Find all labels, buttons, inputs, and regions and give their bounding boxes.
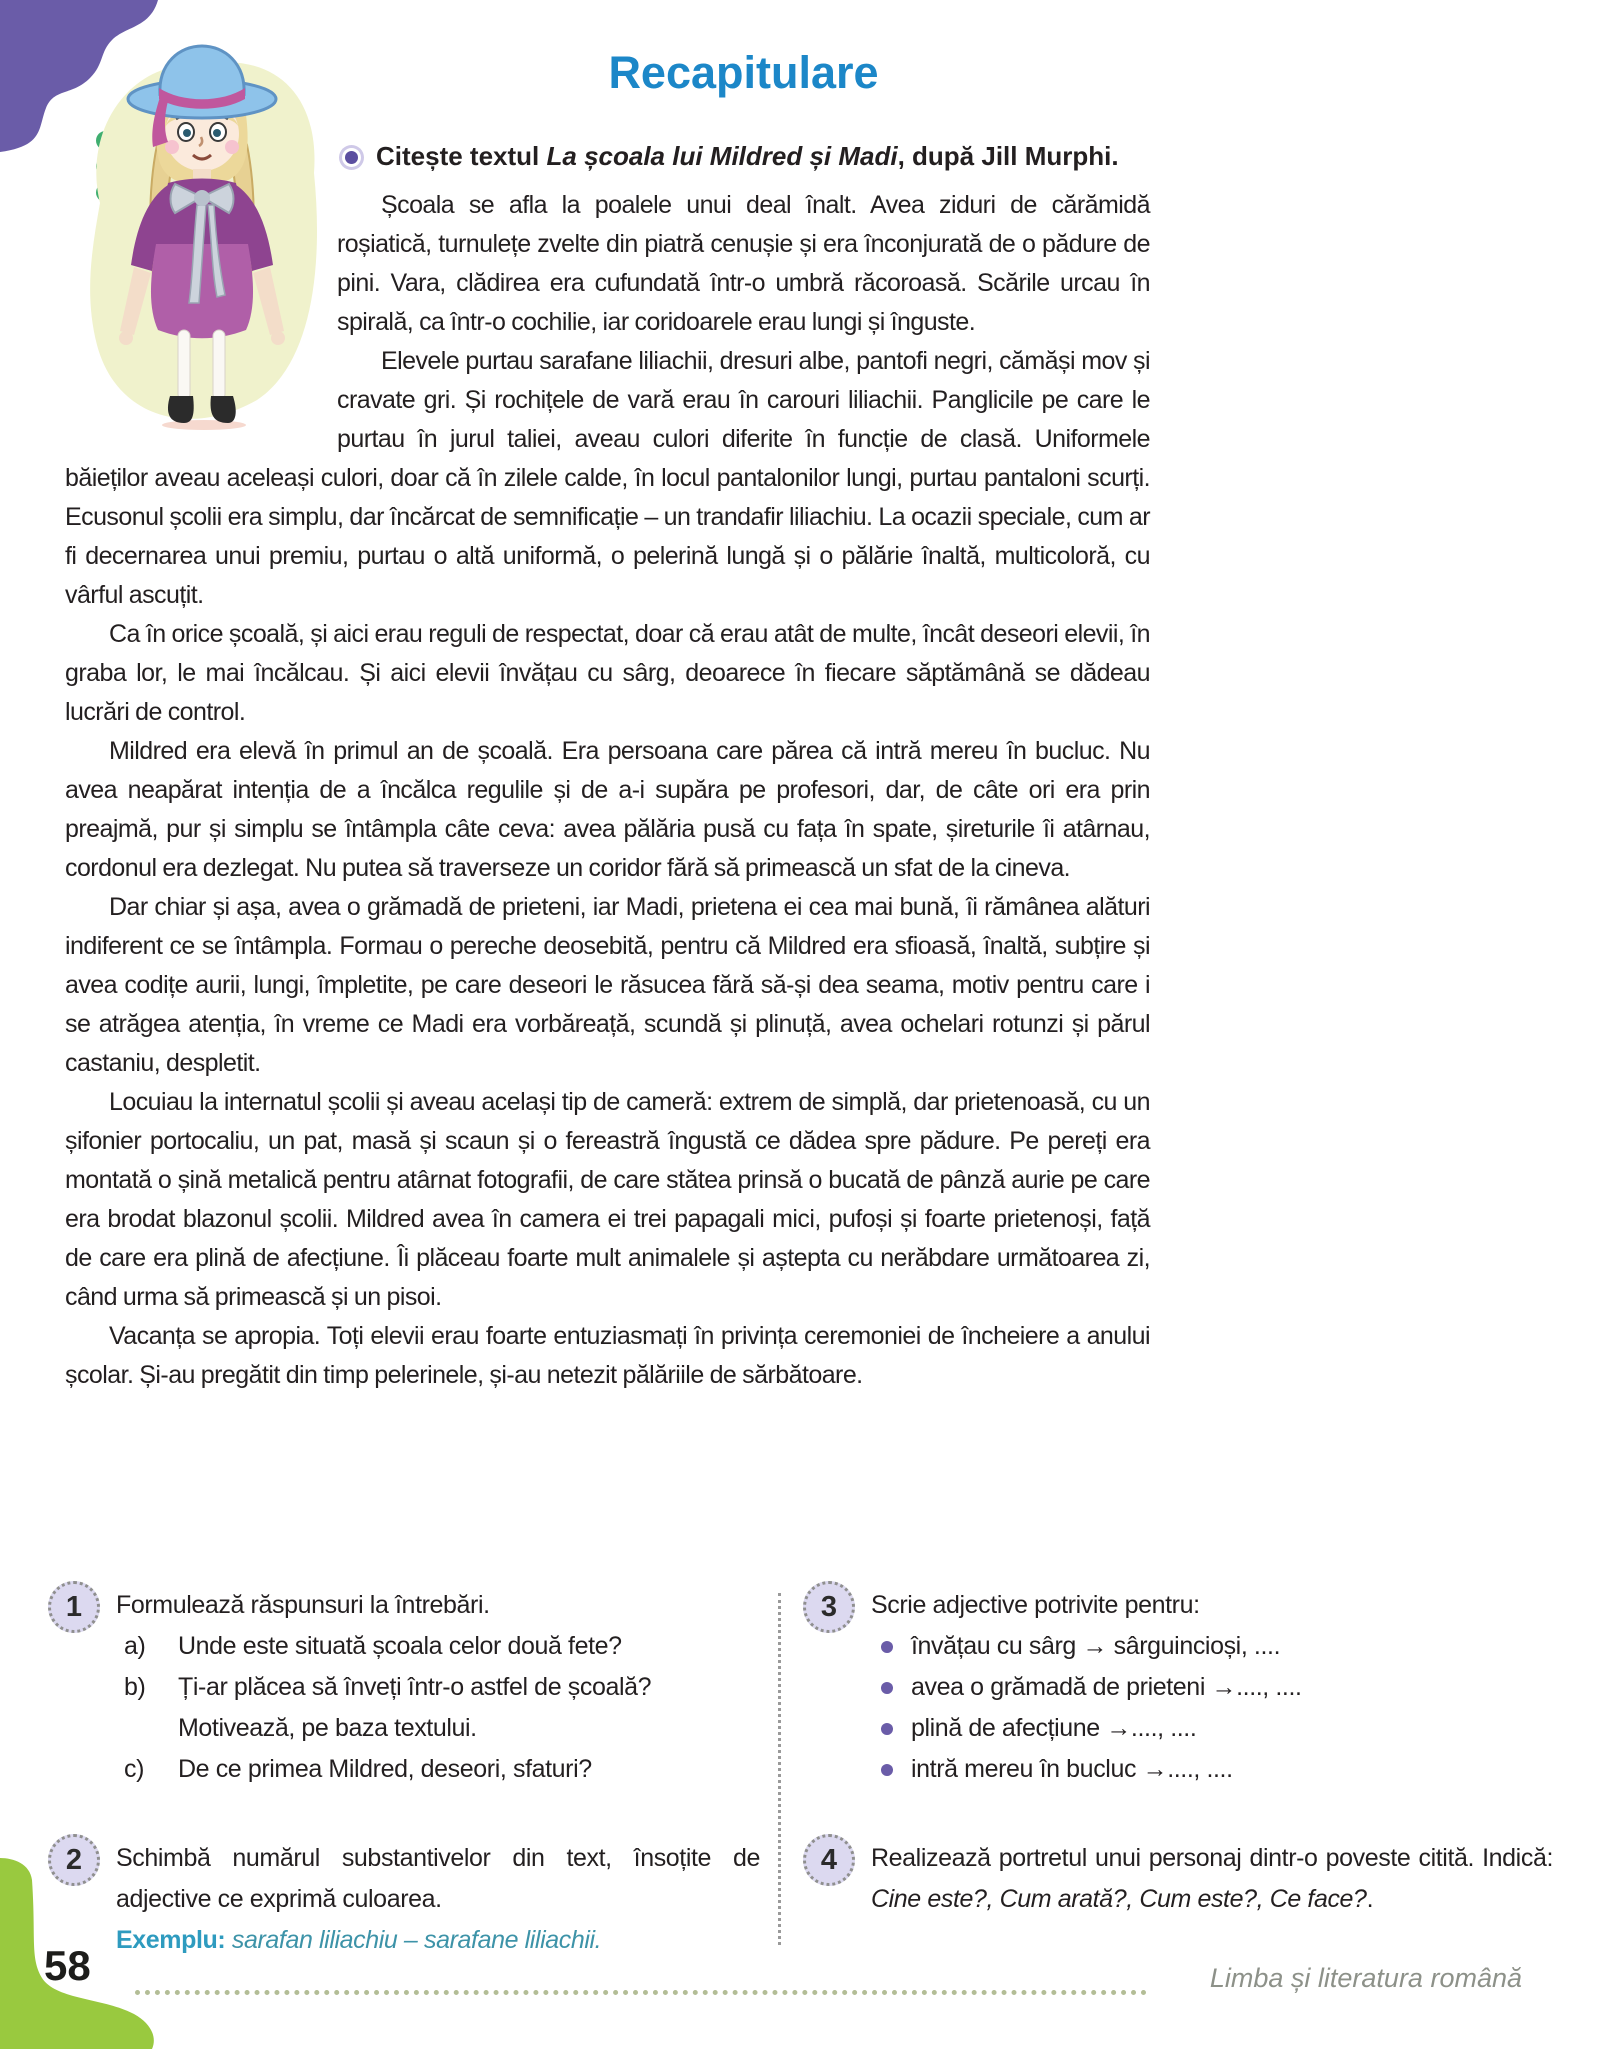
item-text: Ți-ar plăcea să înveți într-o astfel de școală? Motivează, pe baza textului. bbox=[178, 1673, 652, 1742]
story-paragraph: Școala se afla la poalele unui deal înalt. Avea ziduri de cărămidă roșiatică, turnulețe zvelte din piatră cenușie și era înconjurată de o pădure de pini. Vara, clădirea era cufundată într-o umbră răcoroasă. Scările urcau în spirală, ca într-o cochilie, iar coridoarele erau lungi și înguste. bbox=[337, 191, 1150, 336]
story-paragraph: Mildred era elevă în primul an de școală. Era persoana care părea că intră mereu în bucluc. Nu avea neapărat intenția de a încălca regulile și de a-i supăra pe profesori, dar, de câte ori era prin preajmă, pur și simplu se întâmpla câte ceva: avea pălăria pusă cu fața în spate, șireturile îi atârnau, cordonul era dezlegat. Nu putea să traverseze un coridor fără să primească un sfat de la cineva. bbox=[65, 737, 1150, 882]
exercise-3-body bbox=[871, 1585, 1553, 1790]
exercise-1-item-b bbox=[116, 1667, 760, 1749]
exercise-4-body bbox=[871, 1838, 1553, 1920]
bullet-dot-icon bbox=[881, 1641, 893, 1653]
bullet-dot-icon bbox=[881, 1682, 893, 1694]
example-text: sarafan liliachiu – sarafane liliachii. bbox=[231, 1926, 602, 1954]
exercise-1-body bbox=[116, 1585, 760, 1790]
footer-dotted-line bbox=[135, 1990, 1147, 1995]
read-bullet-icon bbox=[345, 151, 358, 164]
page-title: Recapitulare bbox=[608, 47, 879, 98]
exercise-number-badge: 2 bbox=[48, 1834, 100, 1886]
exercise-3 bbox=[803, 1585, 1553, 1790]
footer-subject-label: Limba și literatura română bbox=[1209, 1963, 1522, 1993]
exercise-4 bbox=[803, 1838, 1553, 1920]
instruction-book-title: La școala lui Mildred și Madi bbox=[546, 141, 898, 171]
column-divider bbox=[778, 1593, 781, 1945]
bullet-text: avea o grămadă de prieteni →...., .... bbox=[911, 1673, 1302, 1701]
item-label: b) bbox=[124, 1673, 146, 1701]
item-label: a) bbox=[124, 1632, 146, 1660]
exercise-4-text: Realizează portretul unui personaj dintr-o poveste citită. Indică: bbox=[871, 1844, 1553, 1872]
exercise-4-suffix: . bbox=[1366, 1885, 1374, 1913]
exercise-3-bullet bbox=[871, 1708, 1553, 1749]
main-content bbox=[65, 40, 1150, 1395]
bullet-dot-icon bbox=[881, 1723, 893, 1735]
story-paragraph: Vacanța se apropia. Toți elevii erau foarte entuziasmați în privința ceremoniei de încheiere a anului școlar. Și-au pregătit din timp pelerinele, și-au netezit pălăriile de sărbătoare. bbox=[65, 1322, 1150, 1389]
exercise-1-item-a bbox=[116, 1626, 760, 1667]
exercise-1-text: Formulează răspunsuri la întrebări. bbox=[116, 1591, 490, 1619]
exercise-2-body bbox=[116, 1838, 760, 1961]
story-paragraph: Locuiau la internatul școlii și aveau același tip de cameră: extrem de simplă, dar prietenoasă, cu un șifonier portocaliu, un pat, masă și scaun și o fereastră îngustă ce dădea spre pădure. Pe pereți era montată o șină metalică pentru atârnat fotografii, de care stătea prinsă o bucată de pânză aurie pe care era brodat blazonul școlii. Mildred avea în camera ei trei papagali mici, pufoși și foarte prietenoși, față de care era plină de afecțiune. Îi plăceau foarte mult animalele și aștepta cu nerăbdare următoarea zi, când urma să primească și un pisoi. bbox=[65, 1088, 1150, 1311]
item-label: c) bbox=[124, 1755, 145, 1783]
exercise-2-text: Schimbă numărul substantivelor din text, însoțite de adjective ce exprimă culoarea. bbox=[116, 1844, 760, 1913]
exercise-3-bullet bbox=[871, 1626, 1553, 1667]
exercise-number-badge: 3 bbox=[803, 1581, 855, 1633]
story-paragraph: Dar chiar și așa, avea o grămadă de prieteni, iar Madi, prietena ei cea mai bună, îi rămânea alături indiferent ce se întâmpla. Formau o pereche deosebită, pentru că Mildred era sfioasă, înaltă, subțire și avea codițe aurii, lungi, împletite, pe care deseori le răsucea fără să-și dea seama, motiv pentru care i se atrăgea atenția, în vreme ce Madi era vorbăreață, scundă și plinuță, avea ochelari rotunzi și părul castaniu, despletit. bbox=[65, 893, 1150, 1077]
exercise-3-bullet bbox=[871, 1749, 1553, 1790]
exercise-2-example bbox=[116, 1920, 760, 1961]
exercise-1 bbox=[48, 1585, 760, 1790]
story-paragraph: Elevele purtau sarafane liliachii, dresuri albe, pantofi negri, cămăși mov și cravate gri. Și rochițele de vară erau în carouri liliachii. Panglicile pe care le purtau în jurul taliei, aveau culori diferite în funcție de clasă. Uniformele băieților aveau aceleași culori, doar că în zilele calde, în locul pantalonilor lungi, purtau pantaloni scurți. Ecusonul școlii era simplu, dar încărcat de semnificație – un trandafir liliachiu. La ocazii speciale, cum ar fi decernarea unui premiu, purtau o altă uniformă, o pelerină lungă și o pălărie înaltă, multicoloră, cu vârful ascuțit. bbox=[65, 347, 1150, 609]
item-text: De ce primea Mildred, deseori, sfaturi? bbox=[178, 1755, 592, 1783]
exercise-3-text: Scrie adjective potrivite pentru: bbox=[871, 1591, 1200, 1619]
exercise-4-italic: Cine este?, Cum arată?, Cum este?, Ce face? bbox=[871, 1885, 1367, 1913]
instruction-suffix: , după Jill Murphi. bbox=[897, 141, 1119, 171]
exercise-number-badge: 4 bbox=[803, 1834, 855, 1886]
story-paragraph: Ca în orice școală, și aici erau reguli de respectat, doar că erau atât de multe, încât deseori elevii, în graba lor, le mai încălcau. Și aici elevii învățau cu sârg, deoarece în fiecare săptămână se dădeau lucrări de control. bbox=[65, 620, 1150, 726]
exercises-section bbox=[48, 1585, 1553, 1961]
bullet-text: învățau cu sârg → sârguincioși, .... bbox=[911, 1632, 1281, 1660]
exercise-number-badge: 1 bbox=[48, 1581, 100, 1633]
instruction-prefix: Citește textul bbox=[376, 141, 547, 171]
exercise-1-item-c bbox=[116, 1749, 760, 1790]
exercise-3-bullet bbox=[871, 1667, 1553, 1708]
bullet-text: plină de afecțiune →...., .... bbox=[911, 1714, 1197, 1742]
example-label: Exemplu: bbox=[116, 1926, 226, 1954]
bullet-dot-icon bbox=[881, 1764, 893, 1776]
page-number: 58 bbox=[44, 1942, 91, 1989]
text-wrap-spacer bbox=[65, 40, 337, 440]
bullet-text: intră mereu în bucluc →...., .... bbox=[911, 1755, 1233, 1783]
item-text: Unde este situată școala celor două fete? bbox=[178, 1632, 622, 1660]
exercises-right-column bbox=[803, 1585, 1553, 1961]
